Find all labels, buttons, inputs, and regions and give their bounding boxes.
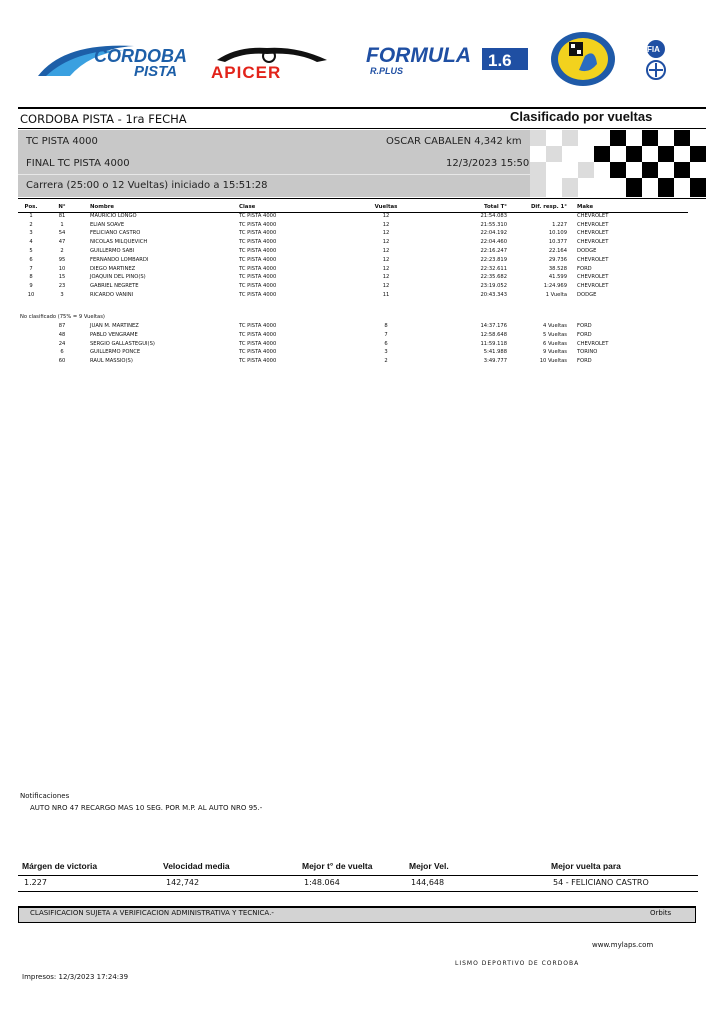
col-num: N° bbox=[58, 204, 66, 210]
cell-clase: TC PISTA 4000 bbox=[239, 239, 277, 246]
table-row bbox=[20, 247, 677, 256]
col-name: Nombre bbox=[90, 204, 115, 210]
table-row bbox=[20, 273, 677, 282]
cell-pos: 8 bbox=[29, 274, 33, 281]
cell-num: 95 bbox=[58, 256, 66, 263]
cell-clase: TC PISTA 4000 bbox=[239, 358, 277, 365]
cell-total: 12:58.648 bbox=[480, 331, 507, 338]
notifications-text: AUTO NRO 47 RECARGO MAS 10 SEG. POR M.P. AL AUTO NRO 95.- bbox=[30, 804, 263, 812]
cell-pos: 4 bbox=[29, 239, 33, 246]
cell-laps: 3 bbox=[384, 349, 388, 356]
table-row bbox=[20, 265, 677, 274]
table-row bbox=[20, 238, 677, 247]
cell-pos: 6 bbox=[29, 256, 33, 263]
cell-total: 22:23.819 bbox=[480, 256, 507, 263]
margin-value: 1.227 bbox=[24, 878, 47, 887]
cell-laps: 12 bbox=[382, 221, 390, 228]
col-class: Clase bbox=[239, 204, 256, 210]
summary-bottom-rule bbox=[18, 891, 698, 892]
cell-make: TORINO bbox=[577, 349, 598, 356]
results-body bbox=[20, 212, 677, 300]
disclaimer-text: CLASIFICACION SUJETA A VERIFICACION ADMINISTRATIVA Y TECNICA.- bbox=[30, 909, 274, 917]
table-row bbox=[20, 229, 677, 238]
cell-pos bbox=[20, 348, 42, 357]
cell-clase: TC PISTA 4000 bbox=[239, 247, 277, 254]
summary-rule bbox=[18, 875, 698, 876]
results-table bbox=[20, 203, 677, 300]
cell-make: FORD bbox=[577, 331, 592, 338]
cell-laps: 12 bbox=[382, 239, 390, 246]
printed-timestamp: Impresos: 12/3/2023 17:24:39 bbox=[22, 973, 129, 981]
cell-make: FORD bbox=[577, 265, 592, 272]
cell-diff: 22.164 bbox=[548, 247, 567, 254]
svg-text:CORDOBA: CORDOBA bbox=[94, 46, 187, 66]
apicer-logo bbox=[207, 40, 341, 80]
margin-label: Márgen de victoria bbox=[22, 861, 98, 871]
cell-name: GUILLERMO PONCE bbox=[90, 349, 141, 356]
cell-total: 21:54.083 bbox=[480, 212, 507, 219]
col-total: Total T° bbox=[484, 204, 507, 210]
table-row bbox=[20, 256, 677, 265]
cell-diff: 41.599 bbox=[548, 274, 567, 281]
cell-clase: TC PISTA 4000 bbox=[239, 283, 277, 290]
cell-total: 23:19.052 bbox=[480, 283, 507, 290]
cell-diff: 10.109 bbox=[548, 230, 567, 237]
cell-make: DODGE bbox=[577, 247, 597, 254]
band-bottom-rule bbox=[18, 198, 706, 199]
cell-laps: 12 bbox=[382, 212, 390, 219]
table-row bbox=[20, 322, 677, 331]
cell-make: FORD bbox=[577, 323, 592, 329]
cell-name: SERGIO GALLASTEGUI(S) bbox=[90, 340, 155, 347]
cell-name: RAUL MASSIO(S) bbox=[90, 358, 133, 365]
cell-total: 5:41.988 bbox=[483, 349, 507, 356]
cell-clase: TC PISTA 4000 bbox=[239, 230, 277, 237]
cell-num: 24 bbox=[58, 340, 66, 347]
cell-num: 87 bbox=[58, 323, 66, 329]
cell-make: CHEVROLET bbox=[577, 283, 609, 290]
cell-pos: 3 bbox=[29, 230, 33, 237]
cell-clase: TC PISTA 4000 bbox=[239, 331, 277, 338]
header-rule bbox=[18, 128, 706, 129]
cell-name: JOAQUIN DEL PINO(S) bbox=[90, 274, 146, 281]
best-lap-value: 1:48.064 bbox=[304, 878, 340, 887]
cell-clase: TC PISTA 4000 bbox=[239, 340, 277, 347]
cell-laps: 12 bbox=[382, 265, 390, 272]
cell-num: 6 bbox=[60, 349, 64, 356]
svg-text:1.6: 1.6 bbox=[488, 51, 512, 70]
cell-num: 47 bbox=[58, 239, 66, 246]
cell-num: 81 bbox=[58, 212, 66, 219]
col-laps: Vueltas bbox=[374, 204, 398, 210]
club-name: LISMO DEPORTIVO DE CORDOBA bbox=[455, 960, 580, 967]
cell-total: 3:49.777 bbox=[483, 358, 507, 365]
cell-make: CHEVROLET bbox=[577, 340, 609, 347]
cell-diff: 1:24.969 bbox=[543, 283, 567, 290]
cell-laps: 12 bbox=[382, 283, 390, 290]
cell-clase: TC PISTA 4000 bbox=[239, 274, 277, 281]
cell-diff bbox=[507, 212, 567, 221]
cell-pos: 9 bbox=[29, 283, 33, 290]
best-lap-for-label: Mejor vuelta para bbox=[551, 861, 621, 871]
cell-pos: 10 bbox=[27, 291, 35, 298]
cell-pos bbox=[20, 340, 42, 349]
cell-name: JUAN M. MARTINEZ bbox=[90, 323, 139, 329]
cell-diff: 4 Vueltas bbox=[543, 323, 567, 329]
cell-diff: 9 Vueltas bbox=[543, 349, 567, 356]
cordoba-pista-logo bbox=[34, 40, 188, 80]
category-label: TC PISTA 4000 bbox=[26, 136, 98, 147]
fia-logo bbox=[638, 38, 674, 82]
cell-clase: TC PISTA 4000 bbox=[239, 221, 277, 228]
cell-name: MAURICIO LONGO bbox=[90, 212, 137, 219]
cell-name: PABLO VENGRAME bbox=[90, 331, 138, 338]
cell-name: ELIAN SOAVE bbox=[90, 221, 125, 228]
cell-make: FORD bbox=[577, 358, 592, 365]
table-header-row bbox=[20, 203, 677, 212]
cell-diff: 1 Vuelta bbox=[545, 291, 567, 298]
circuit-label: OSCAR CABALEN 4,342 km bbox=[386, 136, 522, 147]
cell-num: 23 bbox=[58, 283, 66, 290]
avg-speed-value: 142,742 bbox=[166, 878, 200, 887]
cell-pos: 7 bbox=[29, 265, 33, 272]
cell-diff: 10 Vueltas bbox=[539, 358, 567, 365]
not-classified-title: No clasificado (75% = 9 Vueltas) bbox=[20, 314, 105, 320]
cell-clase: TC PISTA 4000 bbox=[239, 349, 277, 356]
cell-make: CHEVROLET bbox=[577, 239, 609, 246]
cell-name: NICOLAS MILQUEVICH bbox=[90, 239, 148, 246]
cell-make: CHEVROLET bbox=[577, 256, 609, 263]
cell-name: GABRIEL NEGRETE bbox=[90, 283, 139, 290]
cell-total: 20:43.343 bbox=[480, 291, 507, 298]
cell-name: FELICIANO CASTRO bbox=[90, 230, 141, 237]
cell-clase: TC PISTA 4000 bbox=[239, 212, 277, 219]
cell-pos: 1 bbox=[29, 212, 33, 219]
website-link[interactable]: www.mylaps.com bbox=[592, 941, 654, 949]
cell-clase: TC PISTA 4000 bbox=[239, 256, 277, 263]
band-divider bbox=[18, 174, 530, 175]
cell-laps: 12 bbox=[382, 256, 390, 263]
best-lap-for-value: 54 - FELICIANO CASTRO bbox=[553, 878, 649, 887]
cell-pos: 2 bbox=[29, 221, 33, 228]
best-speed-value: 144,648 bbox=[411, 878, 445, 887]
club-shield-logo bbox=[549, 30, 617, 88]
table-row bbox=[20, 221, 677, 230]
col-pos: Pos. bbox=[24, 204, 38, 210]
col-make: Make bbox=[577, 204, 594, 210]
cell-pos bbox=[20, 322, 42, 331]
cell-make: CHEVROLET bbox=[577, 274, 609, 281]
orbits-brand: Orbits bbox=[650, 909, 672, 917]
session-datetime: 12/3/2023 15:50 bbox=[446, 158, 530, 169]
cell-num: 54 bbox=[58, 230, 66, 237]
cell-pos bbox=[20, 357, 42, 366]
table-row bbox=[20, 340, 677, 349]
svg-text:APICER: APICER bbox=[211, 63, 282, 80]
table-row bbox=[20, 331, 677, 340]
cell-clase: TC PISTA 4000 bbox=[239, 323, 277, 329]
cell-num: 48 bbox=[58, 331, 66, 338]
cell-laps: 6 bbox=[384, 340, 388, 347]
checkered-flag-icon bbox=[530, 130, 706, 197]
avg-speed-label: Velocidad media bbox=[163, 861, 230, 871]
race-info: Carrera (25:00 o 12 Vueltas) iniciado a 15:51:28 bbox=[26, 180, 268, 191]
svg-text:PISTA: PISTA bbox=[134, 63, 178, 80]
cell-diff: 1.227 bbox=[552, 221, 567, 228]
cell-name: DIEGO MARTINEZ bbox=[90, 265, 136, 272]
cell-num: 1 bbox=[60, 221, 64, 228]
cell-total: 22:35.682 bbox=[480, 274, 507, 281]
cell-make: CHEVROLET bbox=[577, 230, 609, 237]
col-diff: Dif. resp. 1° bbox=[530, 204, 567, 210]
cell-diff: 10.377 bbox=[548, 239, 567, 246]
cell-laps: 12 bbox=[382, 230, 390, 237]
best-speed-label: Mejor Vel. bbox=[409, 861, 449, 871]
cell-total: 22:04.192 bbox=[480, 230, 507, 237]
table-row bbox=[20, 282, 677, 291]
cell-name: GUILLERMO SABI bbox=[90, 247, 135, 254]
event-title: CORDOBA PISTA - 1ra FECHA bbox=[20, 112, 187, 126]
report-title: Clasificado por vueltas bbox=[510, 109, 653, 124]
table-row bbox=[20, 348, 677, 357]
cell-pos bbox=[20, 331, 42, 340]
cell-name: RICARDO VANINI bbox=[90, 291, 134, 298]
cell-make: DODGE bbox=[577, 291, 597, 298]
cell-num: 2 bbox=[60, 247, 64, 254]
cell-num: 60 bbox=[58, 358, 66, 365]
table-row bbox=[20, 357, 677, 366]
svg-text:FORMULA: FORMULA bbox=[366, 44, 471, 67]
cell-name: FERNANDO LOMBARDI bbox=[90, 256, 149, 263]
cell-laps: 12 bbox=[382, 274, 390, 281]
cell-total: 11:59.118 bbox=[480, 340, 507, 347]
cell-num: 15 bbox=[58, 274, 66, 281]
cell-laps: 8 bbox=[384, 323, 388, 329]
best-lap-label: Mejor t° de vuelta bbox=[302, 861, 373, 871]
cell-diff: 38.528 bbox=[548, 265, 567, 272]
cell-make: CHEVROLET bbox=[577, 212, 609, 219]
not-classified-body bbox=[20, 322, 677, 366]
table-row bbox=[20, 212, 677, 221]
cell-pos: 5 bbox=[29, 247, 33, 254]
svg-text:FIA: FIA bbox=[647, 45, 660, 54]
svg-text:R.PLUS: R.PLUS bbox=[370, 66, 404, 76]
cell-diff: 29.736 bbox=[548, 256, 567, 263]
session-label: FINAL TC PISTA 4000 bbox=[26, 158, 130, 169]
cell-laps: 2 bbox=[384, 358, 388, 365]
notifications-title: Notificaciones bbox=[20, 792, 70, 800]
cell-total: 22:04.460 bbox=[480, 239, 507, 246]
cell-total: 22:16.247 bbox=[480, 247, 507, 254]
cell-num: 10 bbox=[58, 265, 66, 272]
cell-total: 21:55.310 bbox=[480, 221, 507, 228]
cell-laps: 7 bbox=[384, 331, 388, 338]
cell-clase: TC PISTA 4000 bbox=[239, 291, 277, 298]
cell-clase: TC PISTA 4000 bbox=[239, 265, 277, 272]
cell-total: 22:32.611 bbox=[480, 265, 507, 272]
cell-diff: 5 Vueltas bbox=[543, 331, 567, 338]
not-classified-table bbox=[20, 322, 677, 366]
cell-laps: 12 bbox=[382, 247, 390, 254]
cell-make: CHEVROLET bbox=[577, 221, 609, 228]
cell-laps: 11 bbox=[382, 291, 390, 298]
cell-diff: 6 Vueltas bbox=[543, 340, 567, 347]
table-row bbox=[20, 291, 677, 300]
cell-num: 3 bbox=[60, 291, 64, 298]
formula-1-6-logo bbox=[364, 42, 530, 76]
cell-total: 14:37.176 bbox=[480, 323, 507, 329]
